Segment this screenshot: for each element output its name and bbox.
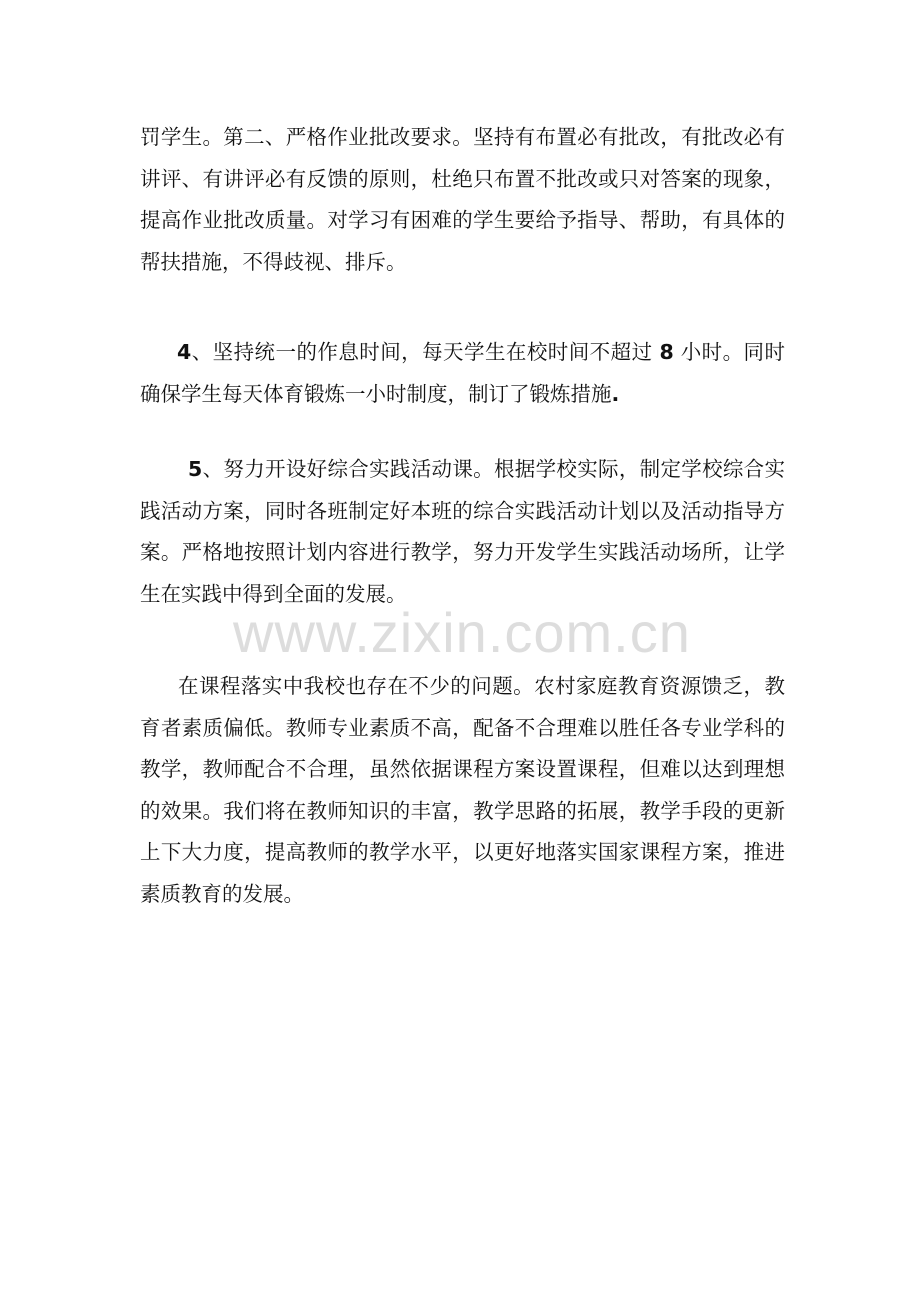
paragraph-homework-correction — [140, 117, 785, 283]
item-number: 4 — [177, 340, 192, 364]
watermark: www.zixin.com.cn — [233, 601, 691, 664]
paragraph-item-5-practice-course — [140, 449, 785, 615]
item-number: 5 — [188, 457, 203, 481]
paragraph-text: 在课程落实中我校也存在不少的问题。农村家庭教育资源馈乏，教育者素质偏低。教师专业素质不高，配备不合理难以胜任各专业学科的教学，教师配合不合理，虽然依据课程方案设置课程，但难以达到理想的效果。我们将在教师知识的丰富，教学思路的拓展，教学手段的更新上下大力度，提高教师的教学水平，以更好地落实国家课程方案，推进素质教育的发展。 — [140, 674, 785, 906]
paragraph-item-4-schedule — [140, 332, 785, 415]
paragraph-text: 、努力开设好综合实践活动课。根据学校实际，制定学校综合实践活动方案，同时各班制定好本班的综合实践活动计划以及活动指导方案。严格地按照计划内容进行教学，努力开发学生实践活动场所，让学生在实践中得到全面的发展。 — [140, 457, 785, 606]
hours-value: 8 — [659, 340, 674, 364]
paragraph-problems — [140, 666, 785, 915]
paragraph-text: 罚学生。第二、严格作业批改要求。坚持有布置必有批改，有批改必有讲评、有讲评必有反馈的原则，杜绝只布置不批改或只对答案的现象，提高作业批改质量。对学习有困难的学生要给予指导、帮助，有具体的帮扶措施，不得歧视、排斥。 — [140, 125, 785, 274]
paragraph-text: 、坚持统一的作息时间，每天学生在校时间不超过 — [191, 340, 660, 364]
paragraph-text: 小时。同时确保学生每天体育锻炼一小时制度，制订了锻炼措施 — [140, 340, 785, 406]
end-period: . — [611, 381, 620, 406]
